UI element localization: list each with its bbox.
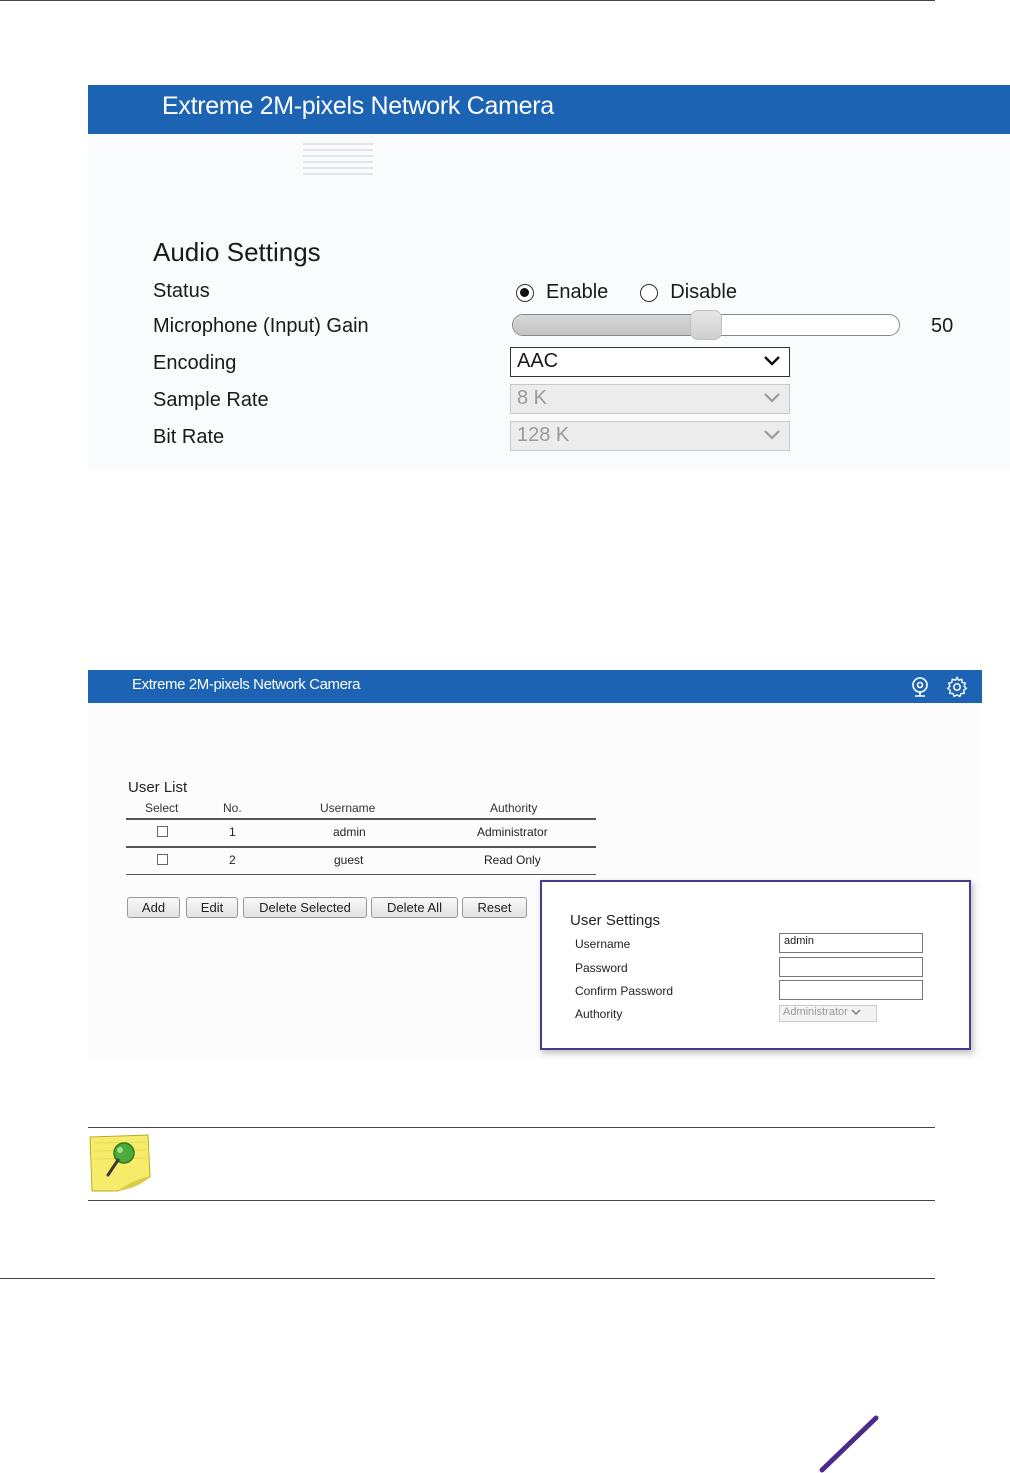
footer-rule xyxy=(0,1278,935,1279)
app-title: Extreme 2M-pixels Network Camera xyxy=(162,92,554,120)
confirm-password-label: Confirm Password xyxy=(575,984,674,998)
chevron-down-icon xyxy=(851,1007,861,1017)
note-pin-icon xyxy=(88,1133,152,1193)
status-radio-group xyxy=(516,281,769,304)
row-divider xyxy=(126,874,596,875)
user-settings-title: User Settings xyxy=(570,912,661,929)
delete-selected-button[interactable]: Delete Selected xyxy=(243,897,367,918)
bit-rate-label: Bit Rate xyxy=(153,426,225,448)
user-settings-panel xyxy=(540,880,971,1050)
sample-rate-select[interactable] xyxy=(510,384,790,414)
column-header-username: Username xyxy=(320,801,376,815)
disable-radio-label: Disable xyxy=(670,281,737,303)
sample-rate-label: Sample Rate xyxy=(153,389,269,411)
bit-rate-select[interactable] xyxy=(510,421,790,451)
column-header-no: No. xyxy=(223,801,242,815)
bit-rate-select-value: 128 K xyxy=(517,424,570,446)
app-title: Extreme 2M-pixels Network Camera xyxy=(132,676,361,693)
row-username: admin xyxy=(333,825,366,839)
gain-slider-fill xyxy=(513,315,707,335)
user-list-title: User List xyxy=(128,779,188,796)
password-input[interactable] xyxy=(779,957,923,977)
column-header-authority: Authority xyxy=(490,801,538,815)
encoding-select[interactable] xyxy=(510,347,790,377)
column-header-select: Select xyxy=(145,801,179,815)
row-authority: Read Only xyxy=(484,853,541,867)
gain-slider-handle[interactable] xyxy=(690,310,722,340)
header-divider xyxy=(126,818,596,820)
disable-radio[interactable] xyxy=(640,284,658,302)
status-label: Status xyxy=(153,280,210,302)
password-label: Password xyxy=(575,961,628,975)
authority-label: Authority xyxy=(575,1007,623,1021)
note-bottom-rule xyxy=(88,1200,935,1201)
gain-value: 50 xyxy=(931,315,954,337)
delete-all-button[interactable]: Delete All xyxy=(371,897,458,918)
section-title: Audio Settings xyxy=(153,237,321,267)
row-username: guest xyxy=(334,853,364,867)
encoding-label: Encoding xyxy=(153,352,237,374)
chevron-down-icon xyxy=(763,386,781,413)
add-button[interactable]: Add xyxy=(127,897,180,918)
chevron-down-icon xyxy=(763,349,781,376)
encoding-select-value: AAC xyxy=(517,350,559,372)
row-authority: Administrator xyxy=(477,825,548,839)
authority-select[interactable] xyxy=(779,1005,877,1022)
enable-radio-label: Enable xyxy=(546,281,609,303)
row-select-checkbox[interactable] xyxy=(157,826,168,837)
camera-icon[interactable] xyxy=(908,675,932,699)
chevron-down-icon xyxy=(763,423,781,450)
top-rule xyxy=(0,0,935,1)
note-top-rule xyxy=(88,1127,935,1128)
row-number: 1 xyxy=(229,825,236,839)
faded-nav-artifact xyxy=(303,143,373,177)
header-banner xyxy=(88,85,1010,134)
edit-button[interactable]: Edit xyxy=(186,897,238,918)
brand-slash-mark xyxy=(812,1414,882,1473)
confirm-password-input[interactable] xyxy=(779,980,923,1000)
header-banner xyxy=(88,670,982,703)
audio-settings-screenshot xyxy=(88,85,1010,470)
reset-button[interactable]: Reset xyxy=(462,897,527,918)
username-input[interactable]: admin xyxy=(779,933,923,953)
gain-label: Microphone (Input) Gain xyxy=(153,315,369,337)
row-select-checkbox[interactable] xyxy=(157,854,168,865)
sample-rate-select-value: 8 K xyxy=(517,387,548,409)
row-divider xyxy=(126,846,596,848)
authority-select-value: Administrator xyxy=(783,1006,848,1018)
username-label: Username xyxy=(575,937,631,951)
gear-icon[interactable] xyxy=(945,675,969,699)
enable-radio[interactable] xyxy=(516,284,534,302)
row-number: 2 xyxy=(229,853,236,867)
